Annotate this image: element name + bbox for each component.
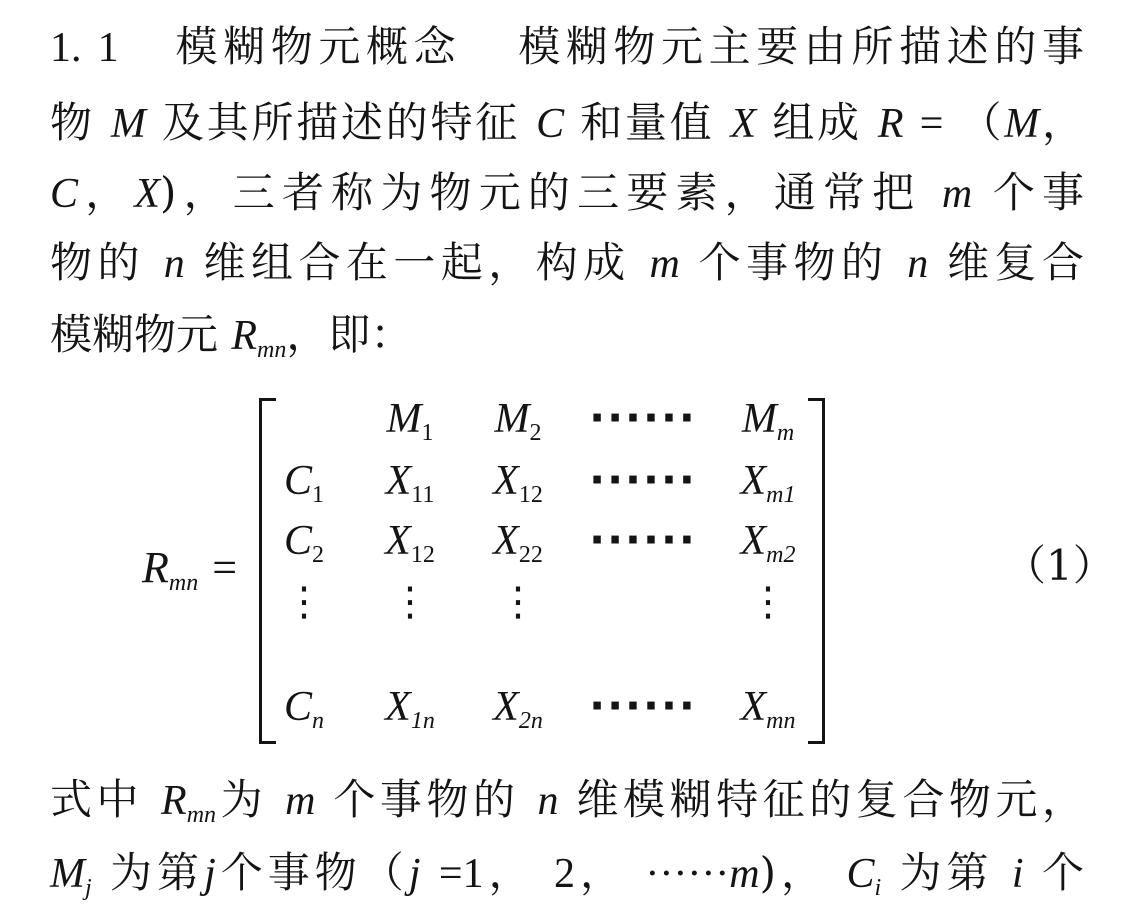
equation-lhs (142, 538, 237, 598)
math-subscript: mn (257, 337, 287, 363)
matrix-entry: X (385, 518, 411, 564)
body-text: 维复合 (947, 238, 1084, 287)
body-text: 和量值 (580, 98, 715, 147)
matrix-cell (583, 572, 703, 632)
matrix-entry: ⋮ (498, 579, 538, 625)
matrix-entry: ······ (589, 393, 697, 442)
matrix-cell (244, 450, 364, 510)
math-operator: = (919, 101, 944, 147)
body-text: （ (959, 98, 1005, 147)
math-var: m (649, 241, 680, 287)
math-number: 1 (462, 851, 484, 897)
matrix-subscript: mn (766, 708, 796, 734)
text-line-1 (50, 17, 1084, 78)
body-text: 维模糊特征的复合物元， (576, 775, 1085, 824)
matrix-cell (244, 388, 364, 448)
math-var: X (730, 101, 757, 147)
section-heading: 模糊物元概念 (175, 22, 462, 71)
section-number: 1. 1 (50, 25, 119, 71)
math-operator: = (438, 851, 463, 897)
matrix-equation (0, 388, 1136, 748)
matrix-subscript: m (776, 420, 795, 446)
matrix-cell (458, 388, 578, 448)
math-var: n (163, 241, 185, 287)
matrix-entry: X (385, 684, 411, 730)
matrix-subscript: 1 (421, 420, 434, 446)
math-var: m (285, 778, 316, 824)
body-text: 模糊物元主要由所描述的事 (518, 22, 1084, 71)
math-subscript: mn (168, 570, 199, 596)
matrix-subscript: 12 (410, 542, 435, 568)
text-line-5 (50, 305, 1084, 366)
body-text: 维组合在一起，构成 (203, 238, 631, 287)
matrix-subscript: 22 (518, 542, 543, 568)
matrix-cell (708, 676, 828, 736)
equation-number: （1） (1004, 541, 1115, 590)
matrix-entry: X (740, 684, 767, 730)
matrix-cell (350, 388, 470, 448)
body-text: 个事物的 (333, 775, 520, 824)
math-operator: = (212, 543, 238, 592)
matrix-entry: ⋮ (748, 579, 788, 625)
matrix-entry: X (493, 458, 519, 504)
matrix-entry: C (283, 518, 312, 564)
math-var: j (408, 851, 421, 897)
math-var: M (1004, 101, 1040, 147)
math-var: M (50, 851, 85, 897)
math-var: R (161, 778, 187, 824)
body-text: 为 (216, 775, 268, 824)
body-text: 为第 (899, 848, 994, 897)
body-text: )， (759, 848, 829, 897)
body-text: 及其所描述的特征 (161, 98, 520, 147)
math-subscript: i (874, 875, 882, 901)
matrix-subscript: m2 (766, 542, 796, 568)
body-text: 个事物（ (215, 848, 409, 897)
matrix-cell (583, 510, 703, 570)
math-var: n (537, 778, 559, 824)
matrix-cell (458, 510, 578, 570)
body-text: 个事 (992, 168, 1084, 217)
body-text: ， (483, 848, 536, 897)
body-text: 个事物的 (698, 238, 889, 287)
math-var: C (846, 851, 875, 897)
body-text: ，即： (286, 310, 413, 359)
matrix-cell (583, 676, 703, 736)
matrix-subscript: 1n (410, 708, 435, 734)
matrix-subscript: m1 (766, 482, 796, 508)
math-var: C (536, 101, 565, 147)
matrix-subscript: n (312, 708, 324, 734)
math-var: R (142, 543, 169, 592)
matrix-entry: C (283, 684, 312, 730)
body-text: 式中 (50, 775, 144, 824)
body-text: 为第 (110, 848, 205, 897)
body-text: 物的 (50, 238, 145, 287)
matrix-subscript: 2 (312, 542, 324, 568)
body-text: 模糊物元 (50, 310, 219, 359)
math-var: C (50, 171, 79, 217)
matrix-cell (458, 450, 578, 510)
matrix-cell (244, 510, 364, 570)
math-number: 2 (553, 851, 575, 897)
matrix-entry: X (385, 458, 412, 504)
matrix-entry: ······ (589, 455, 697, 504)
text-line-6 (50, 770, 1084, 831)
matrix-subscript: 1 (312, 482, 324, 508)
matrix-cell (350, 676, 470, 736)
math-var: m (941, 171, 973, 217)
math-var: R (231, 313, 258, 359)
math-var: X (134, 171, 161, 217)
matrix-entry: ······ (589, 681, 697, 730)
matrix-entry: X (740, 518, 767, 564)
matrix-subscript: 11 (411, 482, 435, 508)
body-text: 组成 (772, 98, 862, 147)
matrix-cell (350, 450, 470, 510)
matrix-cell (708, 450, 828, 510)
matrix-entry: C (283, 458, 312, 504)
matrix-cell (708, 510, 828, 570)
body-text: 物 (50, 98, 95, 147)
matrix-cell (244, 572, 364, 632)
matrix-entry: X (493, 684, 519, 730)
math-var: i (1011, 851, 1024, 897)
matrix-cell (458, 572, 578, 632)
body-text: ， (574, 848, 627, 897)
matrix-entry: M (494, 396, 530, 442)
matrix-subscript: 2 (529, 420, 542, 446)
math-var: R (877, 101, 904, 147)
math-var: j (204, 851, 216, 897)
matrix-entry: X (493, 518, 519, 564)
matrix-entry: M (741, 396, 777, 442)
math-ellipsis: ······ (645, 851, 730, 897)
math-subscript: j (85, 875, 92, 901)
body-text: ， (1039, 98, 1084, 147)
matrix-entry: ⋮ (390, 579, 430, 625)
matrix-entry: X (740, 458, 767, 504)
matrix-cell (244, 676, 364, 736)
matrix-cell (583, 450, 703, 510)
matrix-cell (583, 388, 703, 448)
matrix-subscript: 12 (518, 482, 543, 508)
matrix-subscript: 2n (518, 708, 543, 734)
matrix-entry: M (386, 396, 422, 442)
matrix-cell (350, 572, 470, 632)
body-text: 个 (1041, 848, 1084, 897)
matrix-cell (708, 388, 828, 448)
math-var: n (907, 241, 929, 287)
body-text: )，三者称为物元的三要素，通常把 (160, 168, 922, 217)
math-subscript: mn (186, 802, 217, 828)
matrix-cell (708, 572, 828, 632)
matrix-entry: ⋮ (284, 579, 324, 625)
matrix-entry: ······ (589, 515, 697, 564)
text-line-7 (50, 843, 1084, 904)
matrix-cell (458, 676, 578, 736)
math-var: M (110, 101, 146, 147)
text-line-3 (50, 163, 1084, 224)
body-text: ， (78, 168, 135, 217)
matrix-cell (350, 510, 470, 570)
text-line-2 (50, 93, 1084, 154)
text-line-4 (50, 233, 1084, 294)
math-var: m (729, 851, 760, 897)
